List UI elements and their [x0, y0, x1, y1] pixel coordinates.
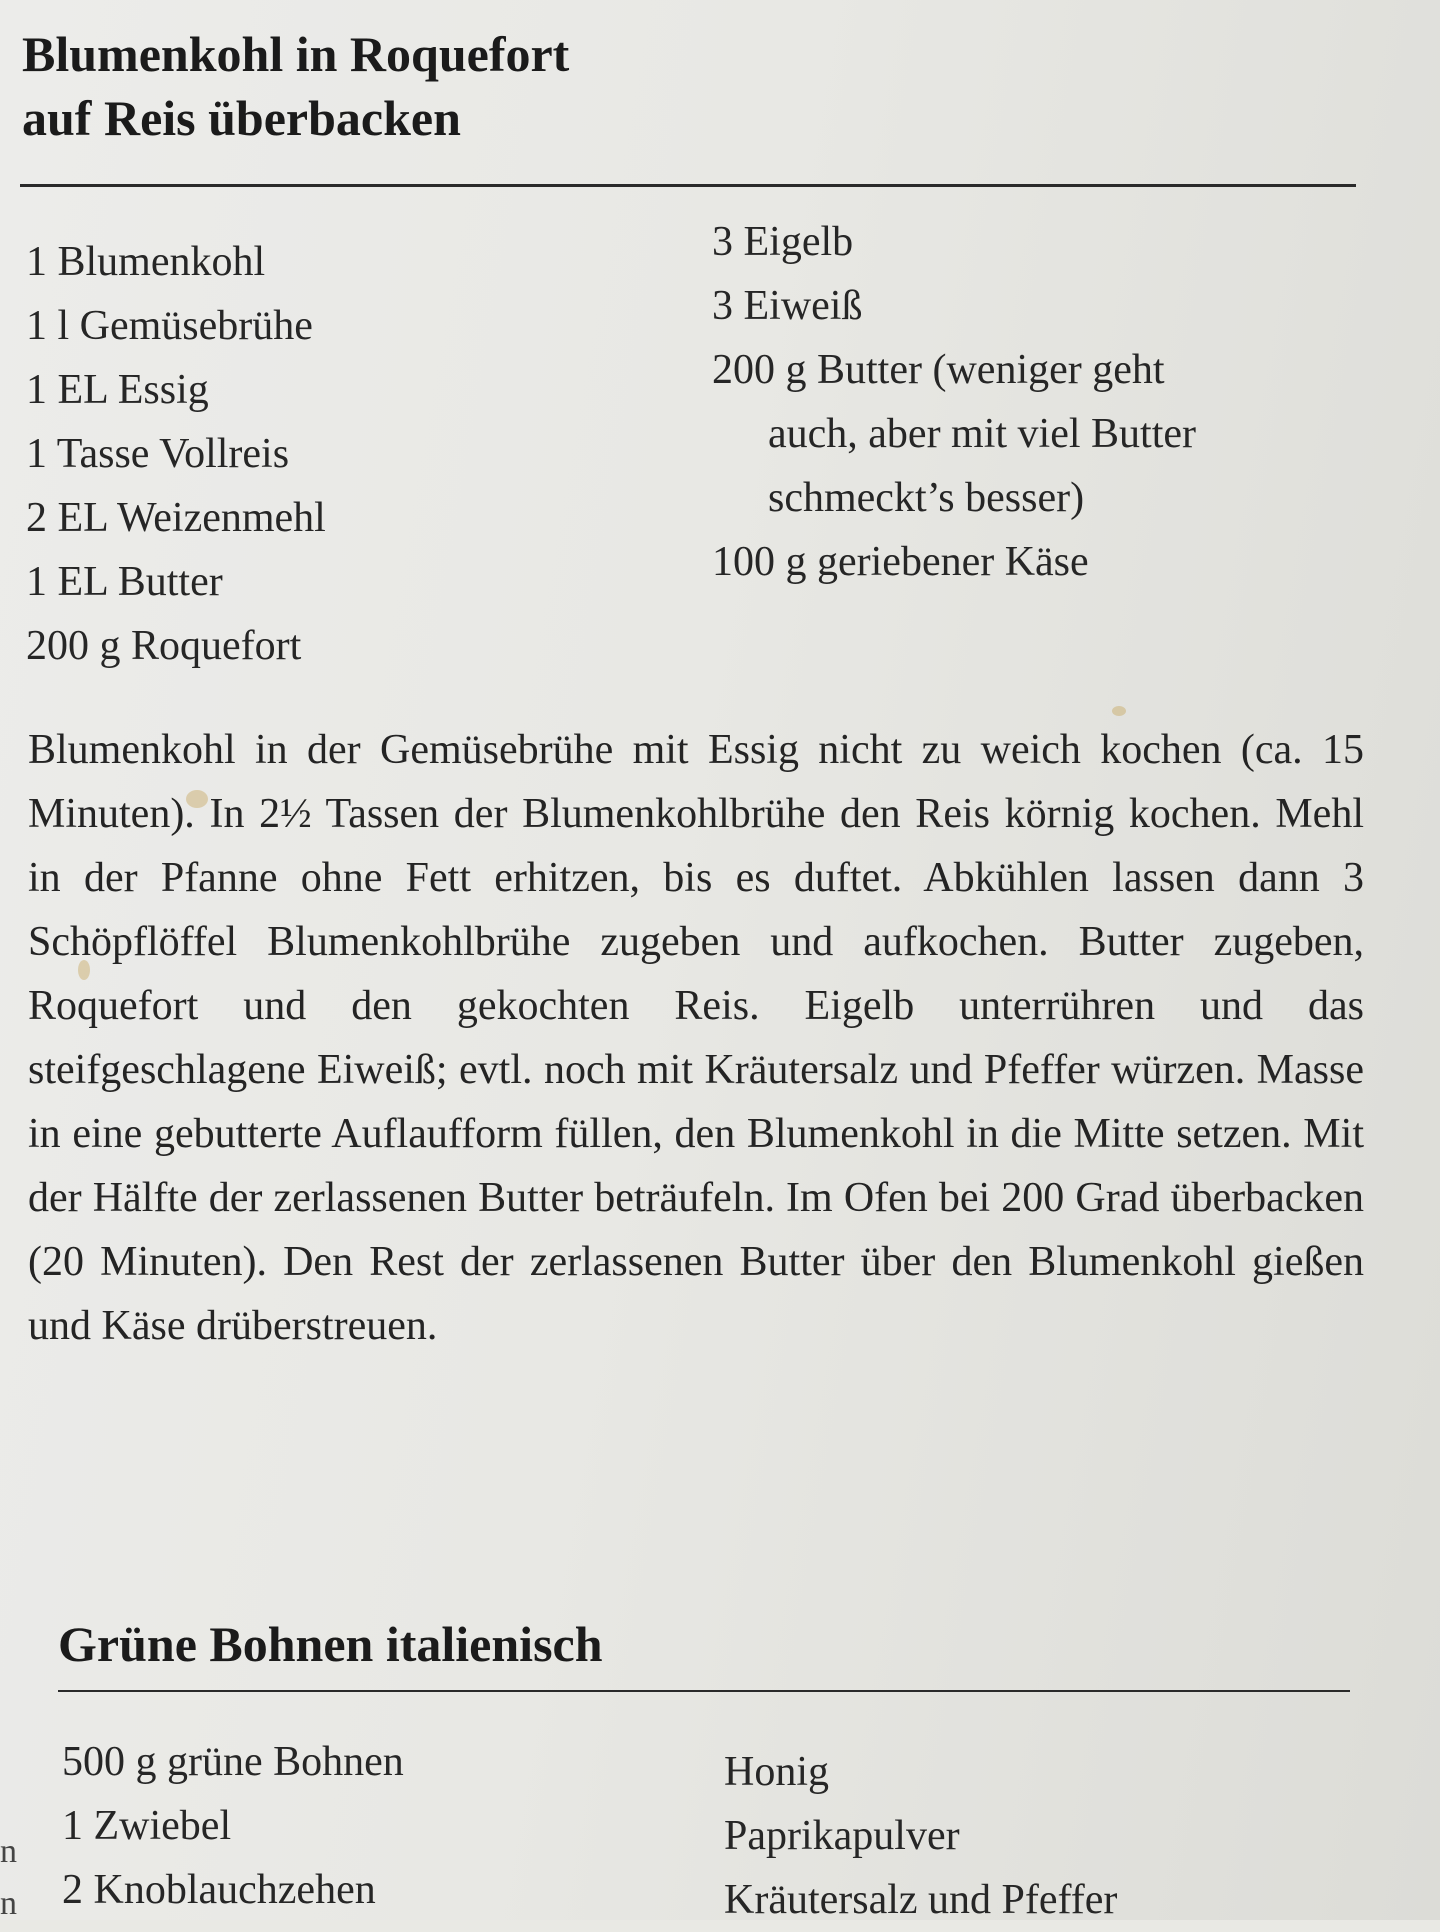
- paper-stain: [78, 960, 90, 980]
- recipe-title-line-1: Blumenkohl in Roquefort: [22, 26, 570, 82]
- ingredient-list-left: [26, 230, 326, 678]
- ingredient-list-right: [724, 1740, 1117, 1932]
- ingredient-item: auch, aber mit viel Butter: [768, 411, 1197, 457]
- ingredient-item: 3 Eiweiß: [712, 283, 863, 329]
- recipe-instructions: Blumenkohl in der Gemüsebrühe mit Essig nicht zu weich kochen (ca. 15 Minuten). In 2½ Tassen der Blumenkohlbrühe den Reis körnig kochen. Mehl in der Pfanne ohne Fett erhitzen, bis es duftet. Abkühlen lassen dann 3 Schöpflöffel Blumenkohlbrühe zugeben und aufkochen. Butter zugeben, Roquefort und den gekochten Reis. Eigelb unterrühren und das steifgeschlagene Eiweiß; evtl. noch mit Kräutersalz und Pfeffer würzen. Masse in eine gebutterte Auflaufform füllen, den Blumenkohl in die Mitte setzen. Mit der Hälfte der zerlassenen Butter beträufeln. Im Ofen bei 200 Grad überbacken (20 Minuten). Den Rest der zerlassenen Butter über den Blumenkohl gießen und Käse drüberstreuen.: [28, 727, 1364, 1349]
- ingredient-item: 100 g geriebener Käse: [712, 539, 1089, 585]
- ingredient-item: 3 Eigelb: [712, 219, 854, 265]
- ingredient-item: schmeckt’s besser): [768, 475, 1085, 521]
- ingredient-item: 2 Knoblauchzehen: [62, 1867, 376, 1913]
- ingredient-item: 1 l Gemüsebrühe: [26, 303, 313, 349]
- paper-stain: [1112, 706, 1126, 716]
- ingredient-item: 1 EL Essig: [26, 367, 209, 413]
- ingredient-item: Kräutersalz und Pfeffer: [724, 1877, 1118, 1923]
- edge-fragment: n: [0, 1833, 17, 1870]
- ingredient-item: 1 Tasse Vollreis: [26, 431, 290, 477]
- ingredient-item: 1 Zwiebel: [62, 1803, 232, 1849]
- ingredient-item: 1 EL Butter: [26, 559, 223, 605]
- ingredient-item: 200 g Roquefort: [26, 623, 302, 669]
- ingredient-item: Paprikapulver: [724, 1813, 960, 1859]
- paper-stain: [186, 790, 208, 808]
- title-rule: [20, 184, 1356, 187]
- ingredient-list-right: [712, 210, 1196, 594]
- recipe-title: [22, 22, 569, 150]
- title-rule: [58, 1690, 1350, 1692]
- ingredient-item: 500 g grüne Bohnen: [62, 1739, 404, 1785]
- ingredient-item: 2 EL Weizenmehl: [26, 495, 326, 541]
- recipe-title: Grüne Bohnen italienisch: [58, 1616, 603, 1672]
- ingredient-item: 1 Blumenkohl: [26, 239, 266, 285]
- edge-fragment: n: [0, 1885, 17, 1922]
- recipe-title-line-2: auf Reis überbacken: [22, 90, 461, 146]
- ingredient-item: Honig: [724, 1749, 829, 1795]
- ingredient-list-left: [62, 1730, 404, 1922]
- ingredient-item: 200 g Butter (weniger geht: [712, 347, 1165, 393]
